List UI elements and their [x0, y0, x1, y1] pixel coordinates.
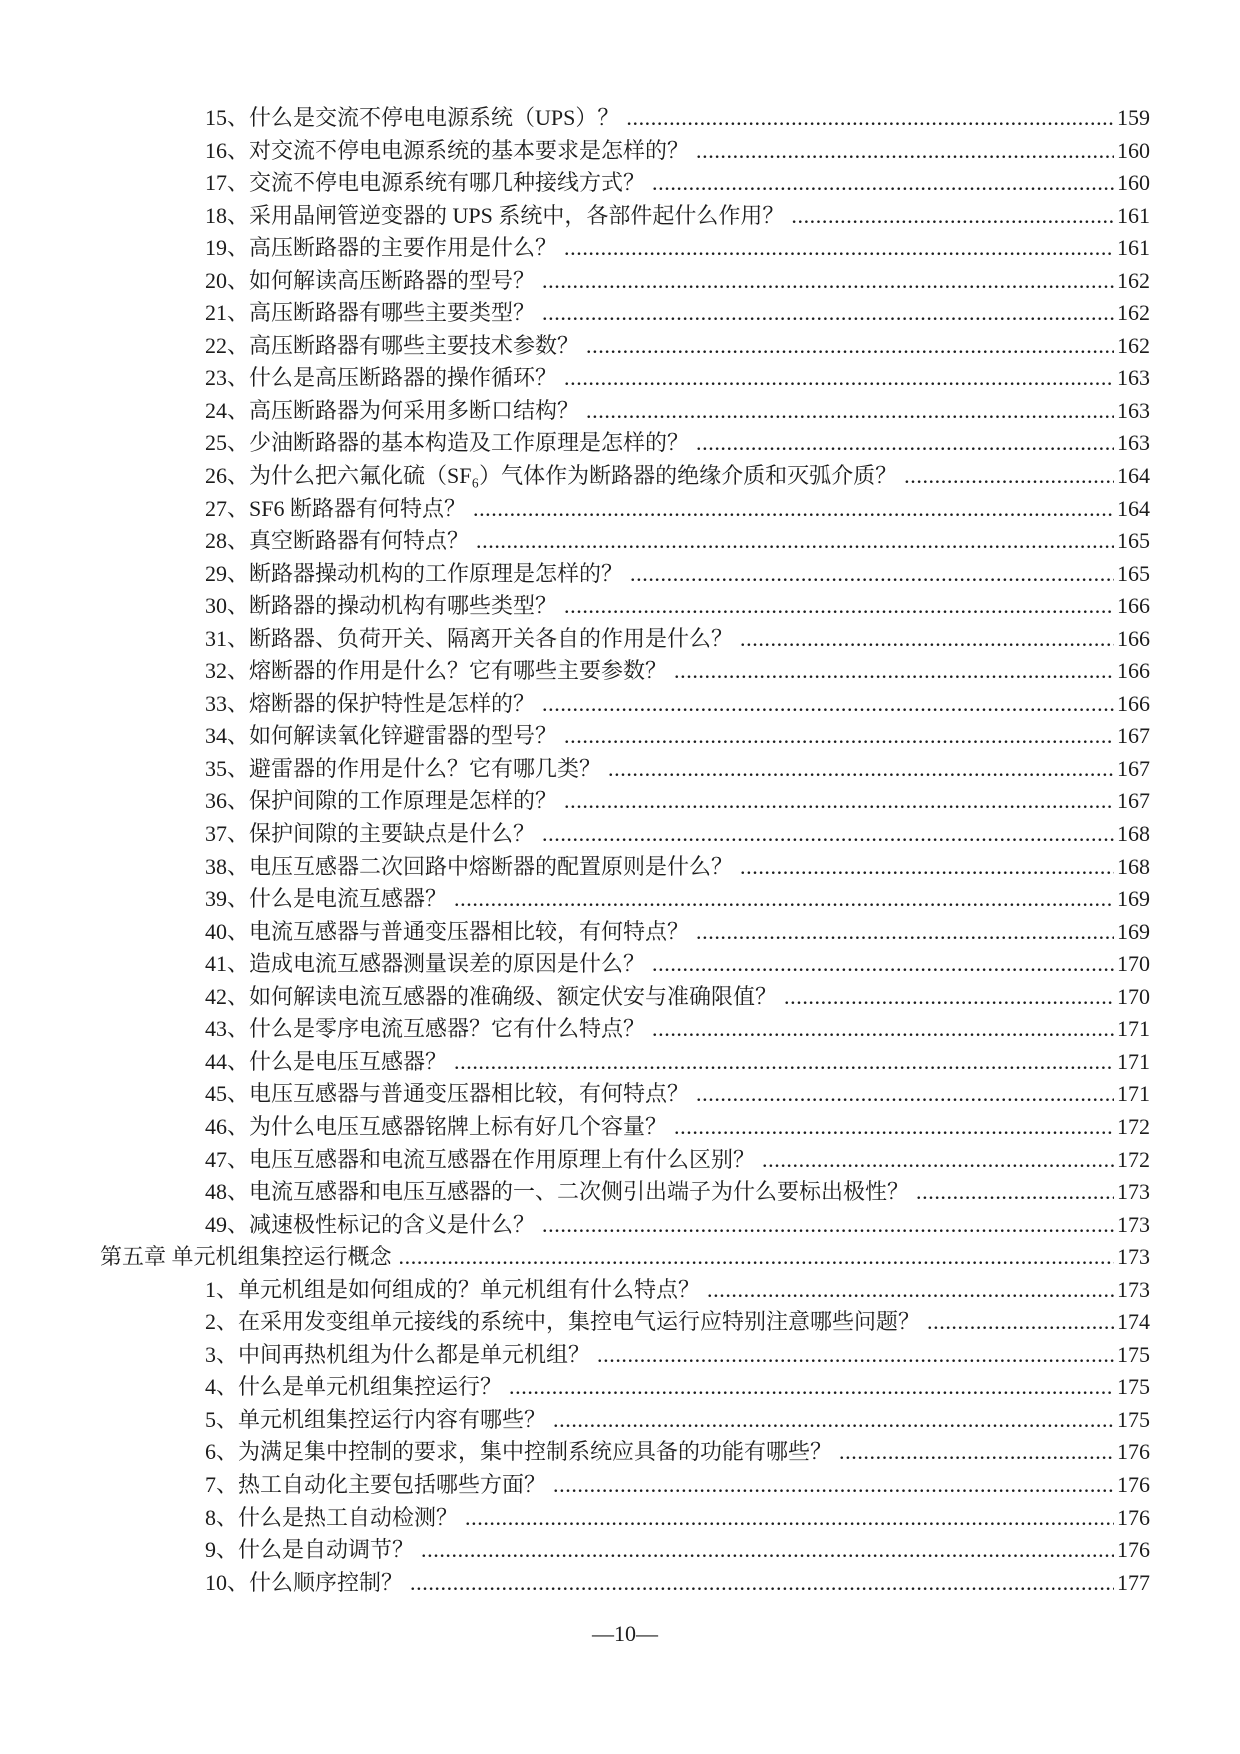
dot-leader: [652, 167, 1114, 200]
toc-entry: [100, 1176, 1150, 1209]
toc-entry: [100, 232, 1150, 265]
toc-entry-page-number: 169: [1117, 886, 1150, 912]
toc-entry-page-number: 176: [1117, 1471, 1150, 1497]
toc-entry: [100, 362, 1150, 395]
toc-entry-label: 34、如何解读氧化锌避雷器的型号？: [205, 723, 558, 749]
toc-entry-page-number: 163: [1117, 430, 1150, 456]
toc-entry-page-number: 175: [1117, 1374, 1150, 1400]
toc-entry-page-number: 175: [1117, 1341, 1150, 1367]
dot-leader: [553, 1404, 1114, 1437]
toc-entry: [100, 427, 1150, 460]
toc-entry-page-number: 164: [1117, 463, 1150, 489]
dot-leader: [740, 851, 1114, 884]
toc-entry: [100, 753, 1150, 786]
dot-leader: [904, 460, 1114, 493]
toc-entry-page-number: 166: [1117, 593, 1150, 619]
toc-entry: [100, 1371, 1150, 1404]
dot-leader: [784, 981, 1114, 1014]
toc-entry-page-number: 167: [1117, 755, 1150, 781]
toc-entry: [100, 851, 1150, 884]
toc-entry: [100, 720, 1150, 753]
toc-entry-label: 35、避雷器的作用是什么？它有哪几类？: [205, 755, 602, 781]
toc-entry-page-number: 171: [1117, 1081, 1150, 1107]
toc-entry-page-number: 173: [1117, 1211, 1150, 1237]
dot-leader: [399, 1241, 1114, 1274]
dot-leader: [696, 135, 1114, 168]
toc-entry-page-number: 166: [1117, 625, 1150, 651]
toc-entry-page-number: 162: [1117, 300, 1150, 326]
toc-entry: [100, 1144, 1150, 1177]
toc-entry-label: 10、什么顺序控制？: [205, 1569, 404, 1595]
dot-leader: [542, 688, 1114, 721]
dot-leader: [564, 362, 1114, 395]
toc-entry: [100, 1436, 1150, 1469]
dot-leader: [454, 1046, 1114, 1079]
toc-entry: [100, 1013, 1150, 1046]
toc-entry-page-number: 166: [1117, 690, 1150, 716]
toc-entry: [100, 558, 1150, 591]
toc-entry-label: 40、电流互感器与普通变压器相比较，有何特点？: [205, 918, 690, 944]
toc-entry-label: 4、什么是单元机组集控运行？: [205, 1374, 503, 1400]
toc-entry: [100, 200, 1150, 233]
toc-entry: [100, 688, 1150, 721]
toc-entry-label: 41、造成电流互感器测量误差的原因是什么？: [205, 951, 646, 977]
toc-entry-label: 38、电压互感器二次回路中熔断器的配置原则是什么？: [205, 853, 734, 879]
dot-leader: [454, 883, 1114, 916]
toc-entry-page-number: 159: [1117, 105, 1150, 130]
toc-entry-label: 8、什么是热工自动检测？: [205, 1504, 459, 1530]
dot-leader: [674, 655, 1114, 688]
toc-entry: [100, 1567, 1150, 1600]
toc-entry: [100, 916, 1150, 949]
toc-entry: [100, 1111, 1150, 1144]
toc-entry-page-number: 170: [1117, 983, 1150, 1009]
toc-entry-page-number: 172: [1117, 1113, 1150, 1139]
toc-entry-page-number: 169: [1117, 918, 1150, 944]
dot-leader: [740, 623, 1114, 656]
toc-entry-page-number: 160: [1117, 170, 1150, 196]
toc-entry-page-number: 162: [1117, 332, 1150, 358]
toc-entry-page-number: 166: [1117, 658, 1150, 684]
dot-leader: [564, 232, 1114, 265]
toc-entry-label: 26、为什么把六氟化硫（SF₆）气体作为断路器的绝缘介质和灭弧介质？: [205, 463, 898, 489]
toc-entry: [100, 1241, 1150, 1274]
dot-leader: [839, 1436, 1114, 1469]
toc-entry: [100, 265, 1150, 298]
dot-leader: [696, 427, 1114, 460]
toc-entry: [100, 623, 1150, 656]
toc-entry: [100, 330, 1150, 363]
dot-leader: [696, 1078, 1114, 1111]
toc-entry-label: 23、什么是高压断路器的操作循环？: [205, 365, 558, 391]
toc-entry-label: 9、什么是自动调节？: [205, 1537, 415, 1563]
toc-entry-label: 2、在采用发变组单元接线的系统中，集控电气运行应特别注意哪些问题？: [205, 1309, 921, 1335]
dot-leader: [542, 297, 1114, 330]
toc-entry-page-number: 174: [1117, 1309, 1150, 1335]
toc-entry-label: 49、减速极性标记的含义是什么？: [205, 1211, 536, 1237]
toc-entry-label: 20、如何解读高压断路器的型号？: [205, 267, 536, 293]
toc-entry-label: 39、什么是电流互感器？: [205, 886, 448, 912]
toc-entry: [100, 1274, 1150, 1307]
toc-entry-page-number: 176: [1117, 1439, 1150, 1465]
toc-entry-label: 24、高压断路器为何采用多断口结构？: [205, 397, 580, 423]
toc-entry-label: 33、熔断器的保护特性是怎样的？: [205, 690, 536, 716]
toc-entry-page-number: 165: [1117, 560, 1150, 586]
toc-entry-label: 21、高压断路器有哪些主要类型？: [205, 300, 536, 326]
toc-entry: [100, 135, 1150, 168]
toc-entry-page-number: 172: [1117, 1146, 1150, 1172]
dot-leader: [652, 1013, 1114, 1046]
toc-entry-label: 27、SF6 断路器有何特点？: [205, 495, 466, 521]
toc-entry-label: 46、为什么电压互感器铭牌上标有好几个容量？: [205, 1113, 668, 1139]
toc-entry-label: 45、电压互感器与普通变压器相比较，有何特点？: [205, 1081, 690, 1107]
toc-entry-page-number: 173: [1117, 1244, 1150, 1270]
dot-leader: [762, 1144, 1114, 1177]
dot-leader: [608, 753, 1114, 786]
toc-entry-label: 44、什么是电压互感器？: [205, 1048, 448, 1074]
dot-leader: [473, 493, 1114, 526]
toc-entry-page-number: 168: [1117, 853, 1150, 879]
toc-entry-label: 22、高压断路器有哪些主要技术参数？: [205, 332, 580, 358]
toc-entry: [100, 460, 1150, 493]
toc-entry: [100, 1078, 1150, 1111]
toc-entry: [100, 102, 1150, 135]
toc-entry: [100, 1469, 1150, 1502]
dot-leader: [410, 1567, 1114, 1600]
toc-entry: [100, 1502, 1150, 1535]
toc-entry-label: 16、对交流不停电电源系统的基本要求是怎样的？: [205, 137, 690, 163]
dot-leader: [674, 1111, 1114, 1144]
dot-leader: [465, 1502, 1114, 1535]
toc-entry-page-number: 163: [1117, 397, 1150, 423]
toc-entry-page-number: 176: [1117, 1537, 1150, 1563]
toc-entry-label: 48、电流互感器和电压互感器的一、二次侧引出端子为什么要标出极性？: [205, 1179, 910, 1205]
toc-entry-page-number: 161: [1117, 235, 1150, 261]
dot-leader: [916, 1176, 1114, 1209]
dot-leader: [564, 590, 1114, 623]
dot-leader: [542, 265, 1114, 298]
dot-leader: [564, 720, 1114, 753]
toc-entry-page-number: 162: [1117, 267, 1150, 293]
toc-entry-page-number: 168: [1117, 821, 1150, 847]
toc-entry-page-number: 167: [1117, 723, 1150, 749]
toc-entry-page-number: 173: [1117, 1276, 1150, 1302]
toc-entry-label: 28、真空断路器有何特点？: [205, 528, 470, 554]
toc-entry-label: 30、断路器的操动机构有哪些类型？: [205, 593, 558, 619]
toc-entry-label: 42、如何解读电流互感器的准确级、额定伏安与准确限值？: [205, 983, 778, 1009]
toc-entry: [100, 525, 1150, 558]
toc-entry: [100, 1404, 1150, 1437]
toc-entry-page-number: 165: [1117, 528, 1150, 554]
toc-entry-label: 47、电压互感器和电流互感器在作用原理上有什么区别？: [205, 1146, 756, 1172]
dot-leader: [630, 558, 1114, 591]
dot-leader: [553, 1469, 1114, 1502]
toc-entry: [100, 1339, 1150, 1372]
dot-leader: [542, 1209, 1114, 1242]
toc-entry-label: 43、什么是零序电流互感器？它有什么特点？: [205, 1016, 646, 1042]
toc-entry: [100, 1306, 1150, 1339]
page-number-footer: —10—: [592, 1621, 658, 1646]
dot-leader: [626, 102, 1114, 135]
toc-entry-label: 3、中间再热机组为什么都是单元机组？: [205, 1341, 591, 1367]
toc-entry-page-number: 176: [1117, 1504, 1150, 1530]
toc-entry: [100, 1046, 1150, 1079]
dot-leader: [509, 1371, 1114, 1404]
toc-entry-label: 29、断路器操动机构的工作原理是怎样的？: [205, 560, 624, 586]
toc-entry-label: 37、保护间隙的主要缺点是什么？: [205, 821, 536, 847]
toc-entry-page-number: 167: [1117, 788, 1150, 814]
toc-entry-label: 32、熔断器的作用是什么？它有哪些主要参数？: [205, 658, 668, 684]
toc-entry-page-number: 173: [1117, 1179, 1150, 1205]
toc-entry: [100, 883, 1150, 916]
toc-entry: [100, 1534, 1150, 1567]
toc-entry-label: 7、热工自动化主要包括哪些方面？: [205, 1471, 547, 1497]
dot-leader: [597, 1339, 1114, 1372]
toc-entry: [100, 493, 1150, 526]
toc-entry-page-number: 170: [1117, 951, 1150, 977]
toc-entry-label: 31、断路器、负荷开关、隔离开关各自的作用是什么？: [205, 625, 734, 651]
dot-leader: [791, 200, 1114, 233]
dot-leader: [652, 948, 1114, 981]
dot-leader: [707, 1274, 1114, 1307]
toc-entry-page-number: 171: [1117, 1048, 1150, 1074]
dot-leader: [586, 395, 1114, 428]
toc-entry-page-number: 171: [1117, 1016, 1150, 1042]
toc-entry-label: 第五章 单元机组集控运行概念: [100, 1244, 392, 1270]
toc-entry: [100, 395, 1150, 428]
dot-leader: [476, 525, 1114, 558]
toc-entry: [100, 948, 1150, 981]
toc-entry-page-number: 175: [1117, 1406, 1150, 1432]
toc-entry-page-number: 164: [1117, 495, 1150, 521]
dot-leader: [542, 818, 1114, 851]
toc-entry: [100, 981, 1150, 1014]
dot-leader: [927, 1306, 1114, 1339]
toc-entry: [100, 818, 1150, 851]
toc-entry: [100, 655, 1150, 688]
toc-entry-label: 17、交流不停电电源系统有哪几种接线方式？: [205, 170, 646, 196]
table-of-contents: [100, 102, 1150, 1599]
dot-leader: [696, 916, 1114, 949]
toc-entry-label: 19、高压断路器的主要作用是什么？: [205, 235, 558, 261]
toc-entry-label: 25、少油断路器的基本构造及工作原理是怎样的？: [205, 430, 690, 456]
toc-entry-page-number: 177: [1117, 1569, 1150, 1595]
dot-leader: [564, 785, 1114, 818]
dot-leader: [421, 1534, 1114, 1567]
toc-entry-label: 1、单元机组是如何组成的？单元机组有什么特点？: [205, 1276, 701, 1302]
toc-entry: [100, 1209, 1150, 1242]
dot-leader: [586, 330, 1114, 363]
toc-entry: [100, 785, 1150, 818]
toc-entry-label: 6、为满足集中控制的要求，集中控制系统应具备的功能有哪些？: [205, 1439, 833, 1465]
toc-entry: [100, 297, 1150, 330]
toc-entry-label: 5、单元机组集控运行内容有哪些？: [205, 1406, 547, 1432]
toc-entry-label: 36、保护间隙的工作原理是怎样的？: [205, 788, 558, 814]
toc-entry: [100, 590, 1150, 623]
toc-entry-page-number: 161: [1117, 202, 1150, 228]
toc-entry-label: 18、采用晶闸管逆变器的 UPS 系统中，各部件起什么作用？: [205, 202, 785, 228]
toc-entry-page-number: 163: [1117, 365, 1150, 391]
toc-entry: [100, 167, 1150, 200]
toc-entry-page-number: 160: [1117, 137, 1150, 163]
toc-entry-label: 15、什么是交流不停电电源系统（UPS）？: [205, 105, 620, 130]
